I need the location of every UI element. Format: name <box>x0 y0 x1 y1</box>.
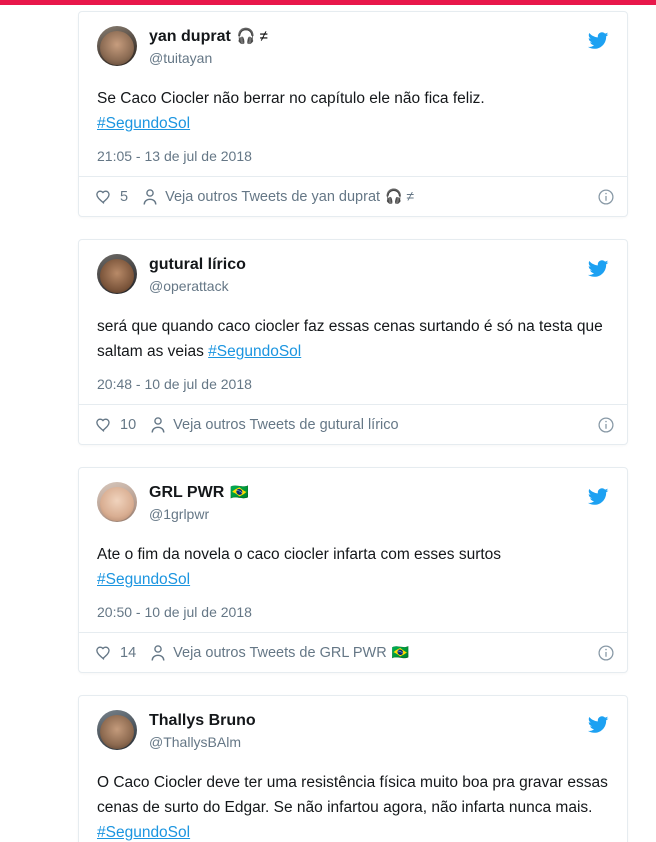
tweet-text-body: será que quando caco ciocler faz essas cenas surtando é só na testa que saltam as veias <box>97 318 603 360</box>
info-icon[interactable] <box>597 416 615 434</box>
see-more-label: Veja outros Tweets de gutural lírico <box>173 416 399 433</box>
tweet-card[interactable] <box>78 467 628 673</box>
twitter-bird-icon[interactable] <box>587 486 609 508</box>
info-icon[interactable] <box>597 188 615 206</box>
tweet-text-body: Se Caco Ciocler não berrar no capítulo ele não fica feliz. <box>97 90 485 107</box>
tweet-footer <box>79 632 627 672</box>
author-handle[interactable]: @tuitayan <box>149 50 213 66</box>
tweet-timestamp[interactable]: 21:05 - 13 de jul de 2018 <box>97 148 252 164</box>
person-icon <box>150 644 166 662</box>
tweet-header <box>97 482 609 530</box>
see-more-tweets-link[interactable] <box>150 416 403 434</box>
see-more-emoji: 🎧 ≠ <box>385 188 415 204</box>
twitter-bird-icon[interactable] <box>587 258 609 280</box>
author-name-emoji: 🎧 ≠ <box>236 28 268 45</box>
author-display-name[interactable]: yan duprat <box>149 28 231 45</box>
author-handle[interactable]: @ThallysBAlm <box>149 734 242 750</box>
tweet-feed <box>0 5 656 842</box>
tweet-text <box>97 86 609 136</box>
author-handle[interactable]: @operattack <box>149 278 229 294</box>
author-display-name[interactable]: gutural lírico <box>149 256 246 273</box>
hashtag-link[interactable]: #SegundoSol <box>208 343 302 360</box>
info-icon[interactable] <box>597 644 615 662</box>
hashtag-link[interactable]: #SegundoSol <box>97 824 191 841</box>
see-more-emoji: 🇧🇷 <box>391 644 410 660</box>
like-count[interactable] <box>95 416 136 434</box>
tweet-timestamp[interactable]: 20:50 - 10 de jul de 2018 <box>97 604 252 620</box>
tweet-card[interactable] <box>78 11 628 217</box>
tweet-text <box>97 542 609 592</box>
tweet-timestamp[interactable]: 20:48 - 10 de jul de 2018 <box>97 376 252 392</box>
author-handle[interactable]: @1grlpwr <box>149 506 210 522</box>
like-count-value: 14 <box>120 644 137 661</box>
see-more-tweets-link[interactable] <box>142 188 414 206</box>
avatar[interactable] <box>97 26 137 66</box>
tweet-header <box>97 26 609 74</box>
tweet-footer <box>79 404 627 444</box>
hashtag-link[interactable]: #SegundoSol <box>97 571 191 588</box>
tweet-author <box>149 26 268 67</box>
author-display-name[interactable]: Thallys Bruno <box>149 712 256 729</box>
tweet-text <box>97 770 609 842</box>
author-name-emoji: 🇧🇷 <box>230 484 249 501</box>
tweet-header <box>97 254 609 302</box>
tweet-text <box>97 314 609 364</box>
tweet-card[interactable] <box>78 239 628 445</box>
like-count-value: 10 <box>120 416 137 433</box>
tweet-card[interactable] <box>78 695 628 842</box>
like-count[interactable] <box>95 188 128 206</box>
twitter-bird-icon[interactable] <box>587 30 609 52</box>
tweet-header <box>97 710 609 758</box>
person-icon <box>142 188 158 206</box>
tweet-author <box>149 254 252 295</box>
author-display-name[interactable]: GRL PWR <box>149 484 225 501</box>
tweet-text-body: Ate o fim da novela o caco ciocler infarta com esses surtos <box>97 546 502 563</box>
like-count-value: 5 <box>120 188 129 205</box>
see-more-tweets-link[interactable] <box>150 644 409 662</box>
person-icon <box>150 416 166 434</box>
tweet-author <box>149 482 249 523</box>
tweet-author <box>149 710 262 751</box>
heart-icon <box>95 644 113 662</box>
heart-icon <box>95 416 113 434</box>
avatar[interactable] <box>97 482 137 522</box>
see-more-label: Veja outros Tweets de GRL PWR <box>173 644 387 661</box>
avatar[interactable] <box>97 254 137 294</box>
see-more-label: Veja outros Tweets de yan duprat <box>165 188 381 205</box>
avatar[interactable] <box>97 710 137 750</box>
twitter-bird-icon[interactable] <box>587 714 609 736</box>
hashtag-link[interactable]: #SegundoSol <box>97 115 191 132</box>
heart-icon <box>95 188 113 206</box>
tweet-footer <box>79 176 627 216</box>
like-count[interactable] <box>95 644 136 662</box>
tweet-text-body: O Caco Ciocler deve ter uma resistência física muito boa pra gravar essas cenas de surto do Edgar. Se não infartou agora, não infarta nunca mais. <box>97 774 608 816</box>
